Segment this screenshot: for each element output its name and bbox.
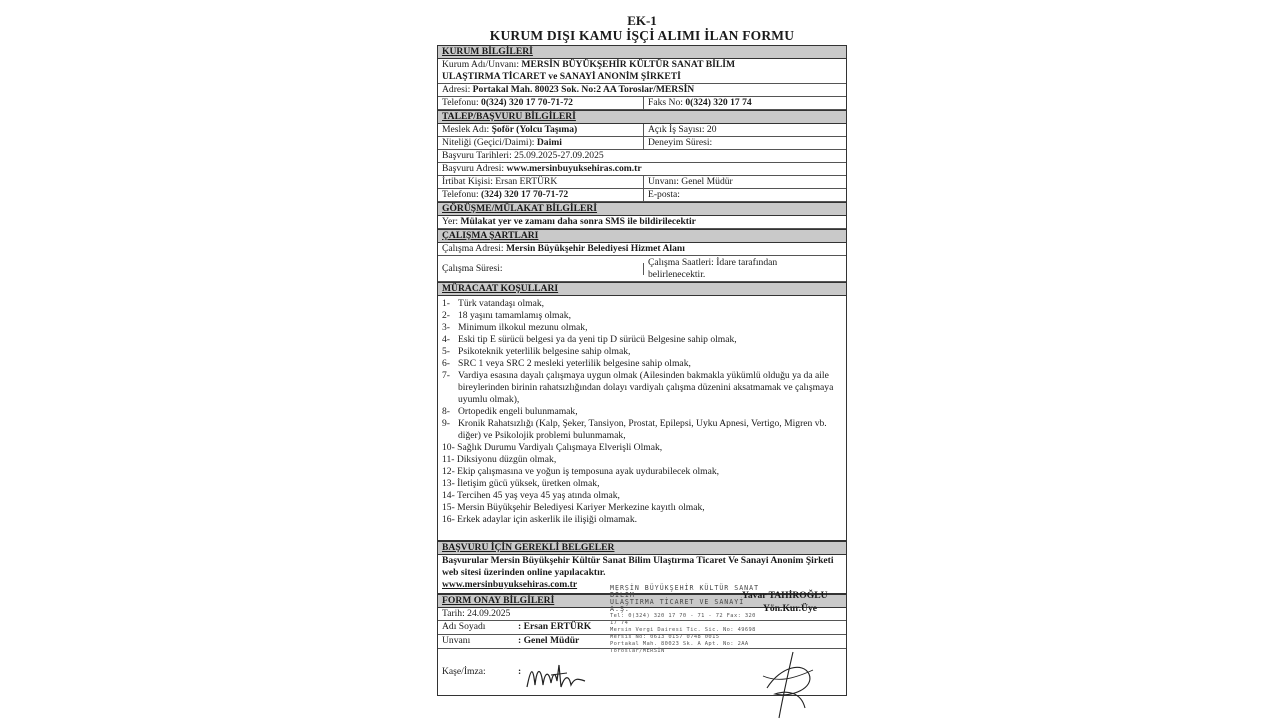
onay-unvan-value: : Genel Müdür — [518, 635, 580, 646]
calisma-adres-value: Mersin Büyükşehir Belediyesi Hizmet Alanı — [505, 243, 685, 254]
condition-text: 16- Erkek adaylar için askerlik ile ilişiği olmamak. — [442, 514, 638, 525]
condition-item — [442, 466, 842, 478]
gorusme-yer-value: Mülakat yer ve zamanı daha sonra SMS ile bildirilecektir — [460, 216, 696, 227]
condition-item — [442, 454, 842, 466]
onay-ad-label: Adı Soyadı — [442, 621, 486, 632]
belgeler-url[interactable]: www.mersinbuyuksehiras.com.tr — [442, 579, 578, 590]
muracaat-list — [438, 296, 846, 541]
condition-text: 10- Sağlık Durumu Vardiyalı Çalışmaya Elverişli Olmak, — [442, 442, 663, 453]
condition-item — [442, 298, 842, 310]
condition-item — [442, 478, 842, 490]
condition-number: 9- — [442, 418, 450, 429]
condition-text: Ortopedik engeli bulunmamak, — [458, 406, 578, 417]
stamp-line-2: ULAŞTIRMA TİCARET VE SANAYİ A.Ş. — [610, 598, 745, 613]
condition-text: SRC 1 veya SRC 2 mesleki yeterlilik belgesine sahip olmak, — [458, 358, 691, 369]
condition-number: 8- — [442, 406, 450, 417]
calisma-suresi: Çalışma Süresi: — [438, 263, 644, 275]
condition-text: Kronik Rahatsızlığı (Kalp, Şeker, Tansiyon, Prostat, Epilepsi, Uyku Apnesi, Vertigo, Migren vb. diğer) ve Psikolojik problemi bulunmamak, — [458, 418, 827, 441]
kurum-address-value: Portakal Mah. 80023 Sok. No:2 AA Toroslar/MERSİN — [472, 84, 695, 95]
calisma-sure-row — [438, 256, 846, 282]
condition-text: Vardiya esasına dayalı çalışmaya uygun olmak (Ailesinden bakmakla yükümlü olduğu ya da aile bireylerinden birinin rahatsızlığından dolayı vardiyalı çalışma düzenini aksatmamak ve çalışmaya uyumlu olmak), — [458, 370, 834, 405]
onay-tarih: Tarih: 24.09.2025 — [438, 608, 846, 621]
section-onay-header: FORM ONAY BİLGİLERİ — [438, 594, 846, 608]
kurum-name-value-2: ULAŞTIRMA TİCARET ve SANAYİ ANONİM ŞİRKETİ — [442, 71, 681, 82]
stamp-line-4: Mersin Vergi Dairesi Tic. Sic. No: 49698 — [610, 627, 756, 633]
condition-text: 18 yaşını tamamlamış olmak, — [458, 310, 571, 321]
kurum-phone-label: Telefonu: — [442, 97, 479, 108]
kurum-name-value-1: MERSİN BÜYÜKŞEHİR KÜLTÜR SANAT BİLİM — [521, 59, 736, 70]
condition-item — [442, 310, 842, 322]
onay-unvan-label: Unvanı — [442, 635, 471, 646]
kase-imza-label: Kaşe/İmza: — [442, 666, 486, 677]
condition-text: Türk vatandaşı olmak, — [458, 298, 545, 309]
talep-phone-row — [438, 189, 846, 202]
kurum-name-label: Kurum Adı/Unvanı: — [442, 59, 520, 70]
company-stamp — [610, 585, 760, 655]
irtibat-kisi: İrtibat Kişisi: Ersan ERTÜRK — [438, 176, 644, 188]
kase-imza-colon: : — [518, 666, 522, 677]
condition-text: Psikoteknik yeterlilik belgesine sahip olmak, — [458, 346, 631, 357]
condition-text: 11- Diksiyonu düzgün olmak, — [442, 454, 557, 465]
basvuru-tarih: Başvuru Tarihleri: 25.09.2025-27.09.2025 — [438, 150, 846, 163]
meslek-value: Şoför (Yolcu Taşıma) — [491, 124, 578, 135]
condition-number: 1- — [442, 298, 450, 309]
meslek-label: Meslek Adı: — [442, 124, 490, 135]
condition-number: 6- — [442, 358, 450, 369]
stamp-line-3: Tel: 0(324) 320 17 70 - 71 - 72 Fax: 320 17 74 — [610, 613, 756, 626]
section-calisma-header: ÇALIŞMA ŞARTLARI — [438, 229, 846, 243]
eposta: E-posta: — [648, 189, 680, 200]
kurum-fax-value: 0(324) 320 17 74 — [685, 97, 752, 108]
kurum-phone-row — [438, 97, 846, 110]
section-talep-header: TALEP/BAŞVURU BİLGİLERİ — [438, 110, 846, 124]
condition-text: 15- Mersin Büyükşehir Belediyesi Kariyer Merkezine kayıtlı olmak, — [442, 502, 705, 513]
onay-ad-value: : Ersan ERTÜRK — [518, 621, 592, 632]
kurum-name-row — [438, 59, 846, 84]
kurum-phone-value: 0(324) 320 17 70-71-72 — [481, 97, 573, 108]
condition-item — [442, 334, 842, 346]
condition-text: 12- Ekip çalışmasına ve yoğun iş temposuna ayak uydurabilecek olmak, — [442, 466, 720, 477]
condition-number: 4- — [442, 334, 450, 345]
second-signer-title: Yön.Kur.Üye — [763, 603, 818, 614]
condition-text: 13- İletişim gücü yüksek, üretken olmak, — [442, 478, 600, 489]
calisma-adres-label: Çalışma Adresi: — [442, 243, 504, 254]
basvuru-adres-label: Başvuru Adresi: — [442, 163, 505, 174]
belgeler-text: Başvurular Mersin Büyükşehir Kültür Sanat Bilim Ulaştırma Ticaret Ve Sanayi Anonim Şirketi web sitesi üzerinden online yapılacaktır. — [442, 555, 834, 578]
kurum-address-label: Adresi: — [442, 84, 471, 95]
talep-nitelik-row — [438, 137, 846, 150]
condition-item — [442, 322, 842, 334]
signature-1-icon — [523, 657, 593, 697]
basvuru-adres-value: www.mersinbuyuksehiras.com.tr — [506, 163, 642, 174]
signature-2-icon — [757, 648, 817, 720]
annex-label: EK-1 — [627, 13, 657, 28]
second-signer-name: Yavar TAHİROĞLU — [742, 590, 828, 601]
condition-item — [442, 358, 842, 370]
irtibat-row — [438, 176, 846, 189]
list-bottom-spacer — [442, 526, 842, 536]
nitelik-label: Niteliği (Geçici/Daimi): — [442, 137, 535, 148]
acik-is-sayisi: Açık İş Sayısı: 20 — [648, 124, 717, 135]
calisma-saatleri-1: Çalışma Saatleri: İdare tarafından — [648, 256, 778, 268]
condition-number: 2- — [442, 310, 450, 321]
condition-text: Minimum ilkokul mezunu olmak, — [458, 322, 588, 333]
stamp-line-6: Portakal Mah. 80023 Sk. A Apt. No: 2AA Toroslar/MERSİN — [610, 641, 749, 654]
irtibat-unvan: Unvanı: Genel Müdür — [648, 176, 733, 187]
condition-number: 7- — [442, 370, 450, 381]
kurum-fax-label: Faks No: — [648, 97, 683, 108]
calisma-adres-row — [438, 243, 846, 256]
condition-number: 3- — [442, 322, 450, 333]
section-gorusme-header: GÖRÜŞME/MÜLAKAT BİLGİLERİ — [438, 202, 846, 216]
condition-text: 14- Tercihen 45 yaş veya 45 yaş atında olmak, — [442, 490, 620, 501]
condition-item — [442, 346, 842, 358]
condition-item — [442, 490, 842, 502]
document-page — [437, 0, 847, 720]
condition-item — [442, 406, 842, 418]
condition-item — [442, 514, 842, 526]
section-muracaat-header: MÜRACAAT KOŞULLARI — [438, 282, 846, 296]
calisma-saatleri-2: belirlenecektir. — [648, 268, 706, 280]
nitelik-value: Daimi — [536, 137, 562, 148]
condition-item — [442, 418, 842, 442]
gorusme-yer-row — [438, 216, 846, 229]
condition-item — [442, 370, 842, 406]
condition-item — [442, 502, 842, 514]
talep-phone-label: Telefonu: — [442, 189, 479, 200]
gorusme-yer-label: Yer: — [442, 216, 459, 227]
stamp-line-1: MERSİN BÜYÜKŞEHİR KÜLTÜR SANAT BİLİM — [610, 584, 760, 599]
form-title: KURUM DIŞI KAMU İŞÇİ ALIMI İLAN FORMU — [489, 28, 795, 43]
basvuru-adres-row — [438, 163, 846, 176]
kurum-address-row — [438, 84, 846, 97]
stamp-line-5: Mersis No: 0613 0157 0748 0015 — [610, 634, 720, 640]
condition-text: Eski tip E sürücü belgesi ya da yeni tip D sürücü Belgesine sahip olmak, — [458, 334, 737, 345]
talep-meslek-row — [438, 124, 846, 137]
talep-phone-value: (324) 320 17 70-71-72 — [481, 189, 569, 200]
condition-number: 5- — [442, 346, 450, 357]
deneyim-suresi: Deneyim Süresi: — [648, 137, 713, 148]
section-kurum-header: KURUM BİLGİLERİ — [438, 46, 846, 59]
section-belgeler-header: BAŞVURU İÇİN GEREKLİ BELGELER — [438, 541, 846, 555]
condition-item — [442, 442, 842, 454]
